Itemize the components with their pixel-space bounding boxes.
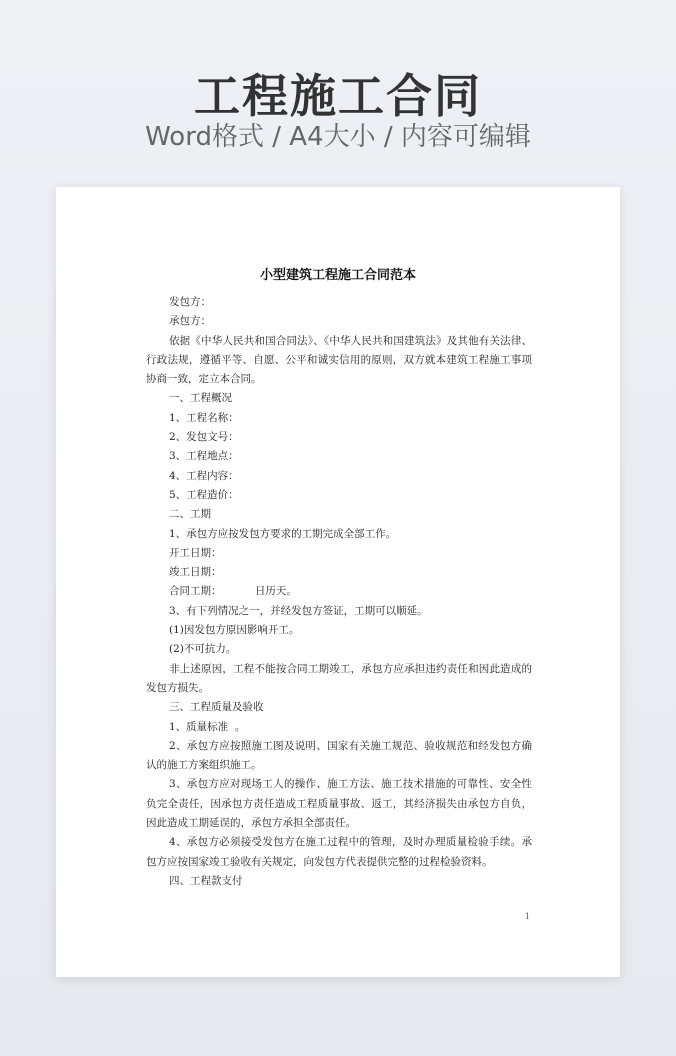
paragraph-delay-liability: 非上述原因，工程不能按合同工期竣工，承包方应承担违约责任和因此造成的发包方损失。 xyxy=(146,662,532,694)
paragraph-project-name: 1、工程名称： xyxy=(169,411,239,424)
paragraph-preamble: 依据《中华人民共和国合同法》、《中华人民共和国建筑法》及其他有关法律、行政法规，遵循平等、自愿、公平和诚实信用的原则，双方就本建筑工程施工事项协商一致，定立本合同。 xyxy=(146,334,532,386)
paragraph-project-content: 4、工程内容： xyxy=(169,469,239,482)
paragraph-condition-2: (2)不可抗力。 xyxy=(169,643,237,656)
page-number: 1 xyxy=(524,912,530,921)
paragraph-condition-1: (1)因发包方原因影响开工。 xyxy=(169,624,300,637)
paragraph-project-cost: 5、工程造价： xyxy=(169,488,239,501)
paragraph-employer: 发包方： xyxy=(169,296,211,308)
paragraph-extension-conditions: 3、有下列情况之一，并经发包方签证，工期可以顺延。 xyxy=(169,604,428,617)
paragraph-contract-period: 合同工期： 日历天。 xyxy=(169,585,297,598)
paragraph-contractor: 承包方： xyxy=(169,315,211,328)
section-heading-schedule: 二、工期 xyxy=(169,508,211,521)
section-heading-quality: 三、工程质量及验收 xyxy=(169,701,264,714)
paragraph-start-date: 开工日期： xyxy=(169,546,222,559)
paragraph-safety-responsibility: 3、承包方应对现场工人的操作、施工方法、施工技术措施的可靠性、安全性负完全责任，因承包方责任造成工程质量事故、返工，其经济损失由承包方自负，因此造成工期延误的，承包方承担全部责任。 xyxy=(146,778,532,830)
document-page xyxy=(56,187,620,977)
document-body xyxy=(146,293,532,891)
section-heading-overview: 一、工程概况 xyxy=(169,392,232,405)
banner-title: 工程施工合同 xyxy=(194,69,482,123)
section-heading-payment: 四、工程款支付 xyxy=(169,874,243,887)
banner-subtitle: Word格式 / A4大小 / 内容可编辑 xyxy=(145,122,531,152)
paragraph-construction-spec: 2、承包方应按照施工图及说明、国家有关施工规范、验收规范和经发包方确认的施工方案组织施工。 xyxy=(146,739,532,772)
document-title: 小型建筑工程施工合同范本 xyxy=(259,268,416,283)
paragraph-issue-number: 2、发包文号： xyxy=(169,431,239,444)
paragraph-project-location: 3、工程地点： xyxy=(169,450,239,463)
paragraph-quality-standard: 1、质量标准 。 xyxy=(169,720,246,733)
paragraph-inspection: 4、承包方必须接受发包方在施工过程中的管理，及时办理质量检验手续。承包方应按国家竣工验收有关规定，向发包方代表提供完整的过程检验资料。 xyxy=(146,836,532,868)
paragraph-schedule-requirement: 1、承包方应按发包方要求的工期完成全部工作。 xyxy=(169,527,397,540)
paragraph-completion-date: 竣工日期： xyxy=(169,566,222,579)
